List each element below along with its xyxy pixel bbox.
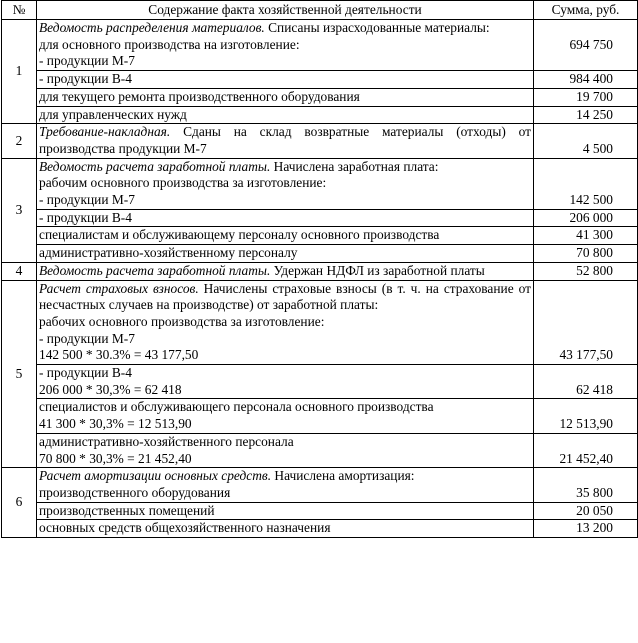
amount-cell: 62 418 — [534, 365, 638, 399]
description-line: - продукции М-7 — [39, 53, 135, 69]
table-row — [2, 71, 638, 89]
table-row — [2, 20, 638, 71]
document-name: Расчет амортизации основных средств. — [39, 468, 272, 484]
operation-text: Списаны израсходованные материалы: — [264, 20, 490, 35]
amount-cell: 70 800 — [534, 245, 638, 263]
row-description: для текущего ремонта производственного оборудования — [37, 88, 534, 106]
amount-cell: 13 200 — [534, 520, 638, 538]
row-description: - продукции В-4 — [37, 71, 534, 89]
amount-cell: 20 050 — [534, 502, 638, 520]
amount-cell: 41 300 — [534, 227, 638, 245]
row-description — [37, 433, 534, 467]
operations-table — [1, 0, 638, 538]
description-line: - продукции М-7 — [39, 330, 135, 346]
table-row — [2, 399, 638, 433]
table-row — [2, 280, 638, 365]
amount-cell: 12 513,90 — [534, 399, 638, 433]
row-description — [37, 262, 534, 280]
description-line: производственного оборудования — [39, 484, 231, 500]
row-description: для управленческих нужд — [37, 106, 534, 124]
row-description — [37, 124, 534, 158]
operation-text: Начислены страховые взносы (в т. ч. на страхование от несчастных случаев на производстве) от заработной платы: — [39, 280, 531, 313]
table-row — [2, 209, 638, 227]
operation-text: Удержан НДФЛ из заработной платы — [270, 262, 485, 278]
table-row — [2, 245, 638, 263]
amount-cell: 43 177,50 — [534, 280, 638, 365]
row-description — [37, 399, 534, 433]
calculation-line: 206 000 * 30,3% = 62 418 — [39, 381, 182, 397]
amount-cell: 142 500 — [534, 158, 638, 209]
document-name: Ведомость расчета заработной платы. — [39, 262, 271, 278]
header-sum: Сумма, руб. — [534, 1, 638, 20]
description-line: специалистов и обслуживающего персонала основного производства — [39, 399, 434, 415]
row-number: 6 — [2, 468, 37, 538]
row-description — [37, 20, 534, 71]
amount-cell: 52 800 — [534, 262, 638, 280]
row-description — [37, 468, 534, 502]
row-description — [37, 365, 534, 399]
description-line: - продукции М-7 — [39, 192, 135, 208]
operation-text: Начислена заработная плата: — [270, 158, 439, 174]
table-row — [2, 468, 638, 502]
row-description: административно-хозяйственному персоналу — [37, 245, 534, 263]
row-description: основных средств общехозяйственного назначения — [37, 520, 534, 538]
table-row — [2, 88, 638, 106]
row-number: 1 — [2, 20, 37, 124]
description-line: рабочих основного производства за изготовление: — [39, 313, 325, 329]
document-name: Расчет страховых взносов. — [39, 280, 199, 296]
amount-cell: 19 700 — [534, 88, 638, 106]
row-description: специалистам и обслуживающему персоналу основного производства — [37, 227, 534, 245]
row-number: 4 — [2, 262, 37, 280]
header-num: № — [2, 1, 37, 20]
calculation-line: 41 300 * 30,3% = 12 513,90 — [39, 416, 192, 432]
document-name: Ведомость распределения материалов. — [39, 20, 265, 35]
calculation-line: 142 500 * 30.3% = 43 177,50 — [39, 347, 199, 363]
row-description: - продукции В-4 — [37, 209, 534, 227]
table-row — [2, 520, 638, 538]
table-row — [2, 158, 638, 209]
amount-cell: 694 750 — [534, 20, 638, 71]
operation-text: Сданы на склад возвратные материалы (отходы) от производства продукции М-7 — [39, 124, 531, 156]
amount-cell: 984 400 — [534, 71, 638, 89]
amount-cell: 4 500 — [534, 124, 638, 158]
table-row — [2, 433, 638, 467]
table-row — [2, 227, 638, 245]
description-line: - продукции В-4 — [39, 365, 132, 381]
row-description — [37, 158, 534, 209]
calculation-line: 70 800 * 30,3% = 21 452,40 — [39, 450, 192, 466]
amount-cell: 14 250 — [534, 106, 638, 124]
table-row — [2, 106, 638, 124]
amount-cell: 35 800 — [534, 468, 638, 502]
row-number: 3 — [2, 158, 37, 262]
description-line: административно-хозяйственного персонала — [39, 433, 294, 449]
document-name: Ведомость расчета заработной платы. — [39, 158, 271, 174]
table-row — [2, 502, 638, 520]
row-number: 2 — [2, 124, 37, 158]
document-name: Требование-накладная. — [39, 124, 171, 140]
table-row — [2, 365, 638, 399]
table-row — [2, 262, 638, 280]
header-description: Содержание факта хозяйственной деятельности — [37, 1, 534, 20]
row-description — [37, 280, 534, 365]
table-row — [2, 124, 638, 158]
row-description: производственных помещений — [37, 502, 534, 520]
description-line: для основного производства на изготовление: — [39, 36, 300, 52]
amount-cell: 206 000 — [534, 209, 638, 227]
amount-cell: 21 452,40 — [534, 433, 638, 467]
header-row — [2, 1, 638, 20]
operation-text: Начислена амортизация: — [271, 468, 415, 484]
description-line: рабочим основного производства за изготовление: — [39, 175, 327, 191]
row-number: 5 — [2, 280, 37, 468]
